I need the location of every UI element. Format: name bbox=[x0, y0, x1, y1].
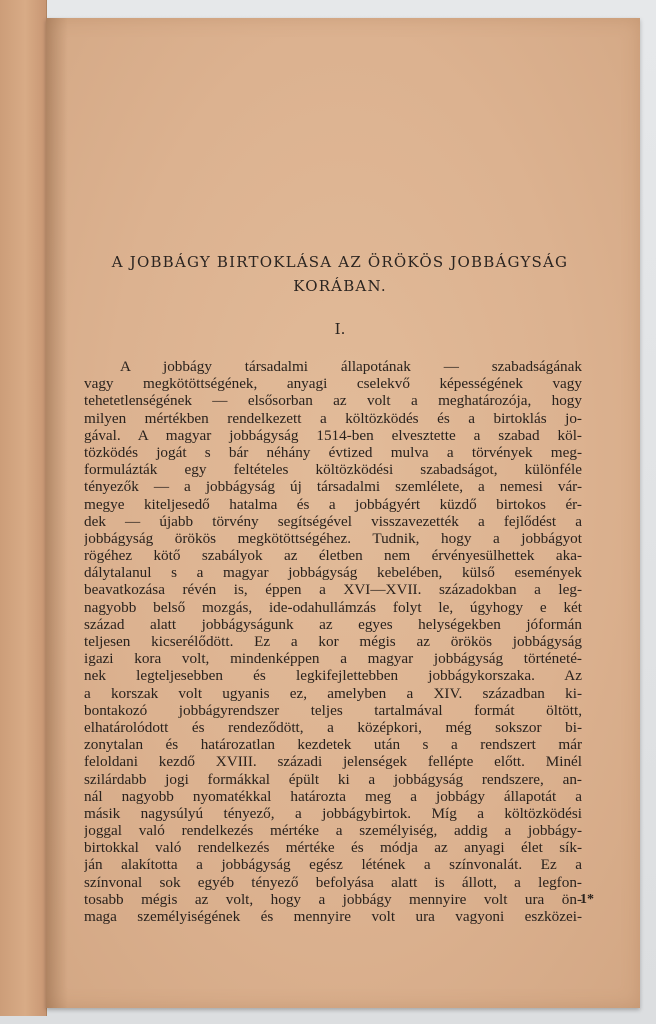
text-line: nál nagyobb nyomatékkal határozta meg a jobbágy állapotát a bbox=[84, 787, 582, 805]
text-line: birtokkal való rendelkezés mértéke és módja az anyagi élet sík- bbox=[84, 839, 582, 857]
text-line: igazi kora volt, mindenképpen a magyar jobbágyság történeté- bbox=[84, 650, 582, 668]
page-gutter-shadow bbox=[46, 18, 68, 1008]
text-line: rögéhez kötő szabályok az életben nem érvényesülhettek aka- bbox=[84, 547, 582, 565]
text-line: teljesen kicserélődött. Ez a kor mégis az örökös jobbágyság bbox=[84, 633, 582, 650]
text-line: A jobbágy társadalmi állapotának — szabadságának bbox=[120, 358, 582, 375]
text-line: tényezők — a jobbágyság új társadalmi szemlélete, a nemesi vár- bbox=[84, 478, 582, 496]
book-page bbox=[46, 18, 640, 1008]
text-line: ján alakította a jobbágyság egész létének a színvonalát. Ez a bbox=[84, 856, 582, 874]
chapter-title-line-1: A JOBBÁGY BIRTOKLÁSA AZ ÖRÖKÖS JOBBÁGYSÁG bbox=[111, 253, 569, 271]
text-line: század alatt jobbágyságunk az egyes helységekben jóformán bbox=[84, 615, 582, 633]
text-line: dálytalanul s a magyar jobbágyság kebelében, külső események bbox=[84, 564, 582, 582]
text-line: másik nagysúlyú tényező, a jobbágybirtok. Míg a költözködési bbox=[84, 804, 582, 822]
text-line: bontakozó jobbágyrendszer teljes tartalmával formát öltött, bbox=[84, 701, 582, 719]
text-line: maga személyiségének és mennyire volt ura vagyoni eszközei- bbox=[84, 908, 582, 925]
text-line: nagyobb belső mozgás, ide-odahullámzás folyt le, úgyhogy e két bbox=[84, 598, 582, 616]
chapter-title bbox=[70, 250, 610, 298]
text-line: megye kiteljesedő hatalma és a jobbágyért küzdő birtokos ér- bbox=[84, 495, 582, 513]
body-paragraph bbox=[84, 358, 582, 925]
text-line: joggal való rendelkezés mértéke a személyiség, addig a jobbágy- bbox=[84, 822, 582, 840]
text-line: formulázták egy feltételes költözködési szabadságot, különféle bbox=[84, 461, 582, 479]
text-line: beavatkozása révén is, éppen a XVI—XVII. századokban a leg- bbox=[84, 581, 582, 599]
text-line: milyen mértékben rendelkezett a költözködés és a birtoklás jo- bbox=[84, 409, 582, 427]
text-line: a korszak volt ugyanis ez, amelyben a XIV. században ki- bbox=[84, 684, 582, 702]
text-line: tehetetlenségének — elsősorban az volt a meghatározója, hogy bbox=[84, 392, 582, 410]
text-line: jobbágyság örökös megkötöttségéhez. Tudnik, hogy a jobbágyot bbox=[84, 529, 582, 547]
text-line: gával. A magyar jobbágyság 1514-ben elvesztette a szabad köl- bbox=[84, 426, 582, 444]
page-number: 1* bbox=[580, 892, 594, 907]
text-line: dek — újabb törvény segítségével visszavezették a fejlődést a bbox=[84, 512, 582, 530]
chapter-title-line-2: KORÁBAN. bbox=[293, 277, 387, 295]
text-line: tosabb mégis az volt, hogy a jobbágy mennyire volt ura ön- bbox=[84, 890, 582, 908]
text-line: zonytalan és határozatlan kezdetek után s a rendszert már bbox=[84, 736, 582, 754]
previous-page-edge bbox=[0, 0, 47, 1016]
text-line: szilárdabb jogi formákkal épült ki a jobbágyság rendszere, an- bbox=[84, 770, 582, 788]
text-line: elhatárolódott és rendeződött, a középkori, még sokszor bi- bbox=[84, 718, 582, 736]
text-line: feloldani kezdő XVIII. századi jelenségek fellépte előtt. Minél bbox=[84, 753, 582, 771]
text-line: vagy megkötöttségének, anyagi cselekvő képességének vagy bbox=[84, 375, 582, 393]
text-line: nek legteljesebben és legkifejlettebben jobbágykorszaka. Az bbox=[84, 667, 582, 685]
section-number: I. bbox=[334, 320, 346, 338]
text-line: színvonal sok egyéb tényező befolyása alatt is állott, a legfon- bbox=[84, 873, 582, 891]
text-line: tözködés jogát s bár néhány évtized mulva a törvények meg- bbox=[84, 443, 582, 461]
